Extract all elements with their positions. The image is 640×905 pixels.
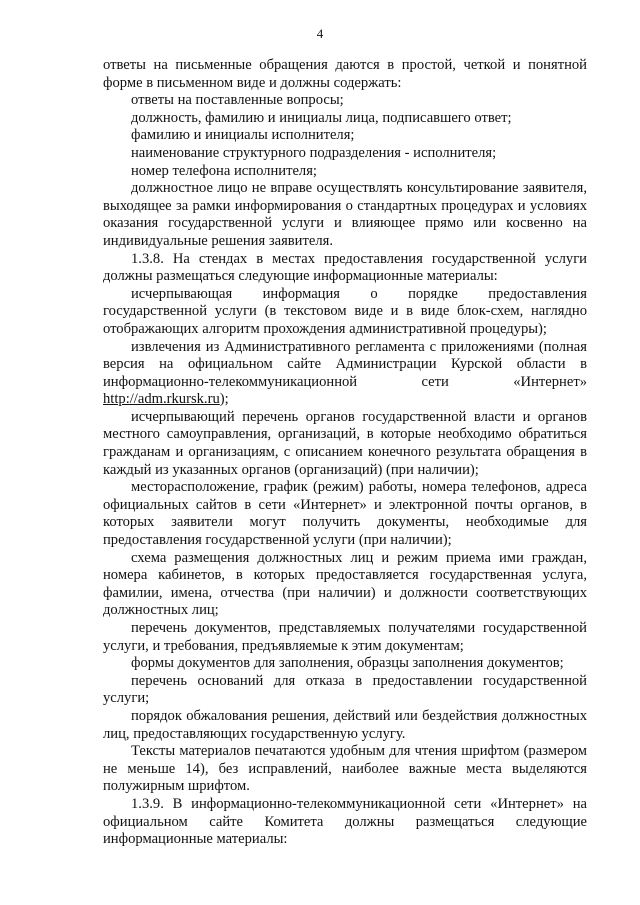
paragraph-official-limits: должностное лицо не вправе осуществлять консультирование заявителя, выходящее за рамки информирования о стандартных процедурах и условиях оказания государственной услуги и влияющее прямо или косвенно на индивидуальные решения заявителя. (103, 180, 587, 249)
section-1-3-9: 1.3.9. В информационно-телекоммуникационной сети «Интернет» на официальном сайте Комитета должны размещаться следующие информационные материалы: (103, 795, 587, 848)
list-item-exhaustive-info: исчерпывающая информация о порядке предоставления государственной услуги (в текстовом виде и в виде блок-схем, наглядно отображающих алгоритм прохождения административной процедуры); (103, 285, 587, 337)
list-item-refusal-grounds: перечень оснований для отказа в предоставлении государственной услуги; (103, 672, 587, 707)
list-item-signer: должность, фамилию и инициалы лица, подписавшего ответ; (131, 109, 512, 126)
list-item-appeal: порядок обжалования решения, действий или бездействия должностных лиц, предоставляющих государственную услугу. (103, 707, 587, 742)
list-item-regulation-extracts: извлечения из Административного регламента с приложениями (полная версия на официальном сайте Администрации Курской области в информационно-телекоммуникационной сети «Интернет» (103, 338, 587, 390)
link-suffix: ); (219, 391, 229, 408)
section-1-3-8: 1.3.8. На стендах в местах предоставления государственной услуги должны размещаться следующие информационные материалы: (103, 250, 587, 285)
list-item-answers: ответы на поставленные вопросы; (131, 92, 344, 109)
list-item-authorities: исчерпывающий перечень органов государственной власти и органов местного самоуправления, организаций, в которые необходимо обратиться гражданам и организациям, с описанием конечного результата обращения в каждый из указанных органов (организаций) (при наличии); (103, 408, 587, 478)
website-link[interactable]: http://adm.rkursk.ru (103, 391, 220, 408)
document-body (103, 57, 587, 849)
list-item-phone: номер телефона исполнителя; (131, 162, 317, 179)
page-number: 4 (316, 26, 324, 41)
list-item-documents: перечень документов, представляемых получателями государственной услуги, и требования, предъявляемые к этим документам; (103, 620, 587, 654)
list-item-forms: формы документов для заполнения, образцы заполнения документов; (131, 655, 564, 672)
list-item-office-scheme: схема размещения должностных лиц и режим приема ими граждан, номера кабинетов, в которых предоставляется государственная услуга, фамилии, имена, отчества (при наличии) и должности соответствующих должностных лиц; (103, 549, 587, 619)
regulation-link-line (103, 391, 587, 409)
list-item-locations: месторасположение, график (режим) работы, номера телефонов, адреса официальных сайтов в сети «Интернет» и электронной почты органов, в которых заявители могут получить документы, необходимые для предоставления государственной услуги (при наличии); (103, 479, 587, 549)
paragraph-written-replies: ответы на письменные обращения даются в простой, четкой и понятной форме в письменном виде и должны содержать: (103, 57, 587, 91)
list-item-executor: фамилию и инициалы исполнителя; (131, 127, 355, 144)
paragraph-print-requirements: Тексты материалов печатаются удобным для чтения шрифтом (размером не меньше 14), без исправлений, наиболее важные места выделяются полужирным шрифтом. (103, 743, 587, 795)
list-item-department: наименование структурного подразделения - исполнителя; (131, 144, 497, 161)
